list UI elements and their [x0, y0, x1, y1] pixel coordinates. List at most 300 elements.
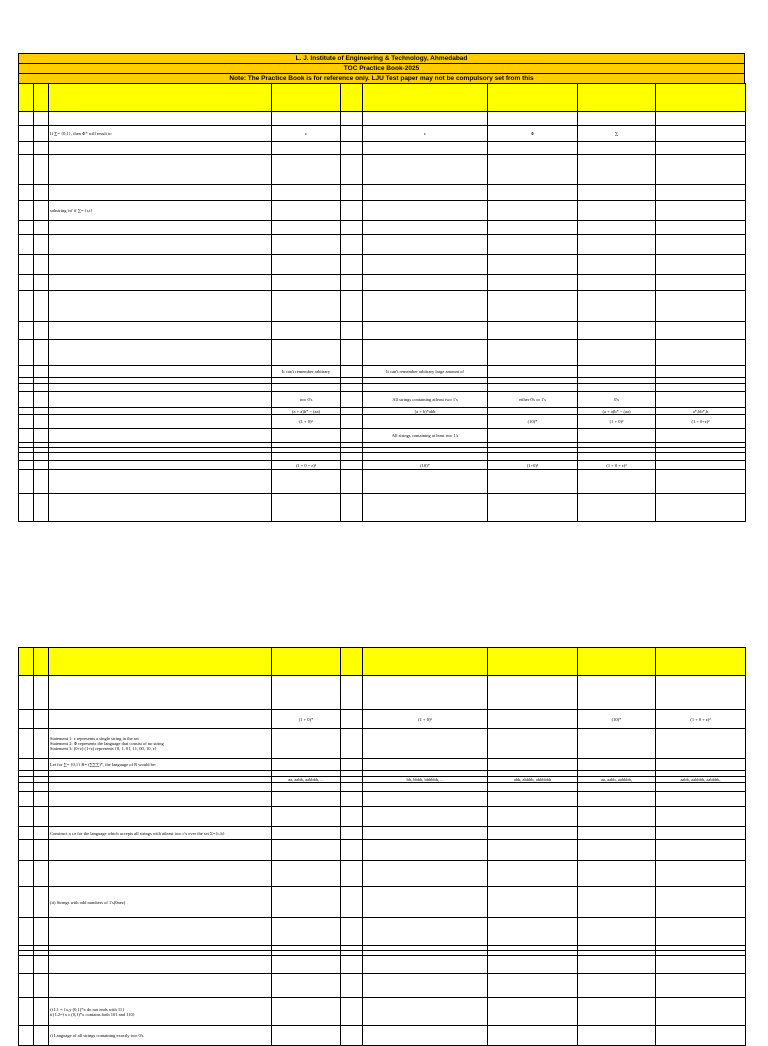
cell-q [49, 408, 272, 415]
option-d [578, 792, 656, 807]
cell-q [49, 840, 272, 861]
option-a: It can't remember arbitrary [272, 366, 341, 378]
cell-gap [341, 429, 363, 443]
option-e [656, 783, 746, 792]
option-d [578, 861, 656, 887]
cell-num [19, 918, 34, 946]
table-row [19, 340, 746, 366]
option-e [656, 340, 746, 366]
cell-mark [34, 126, 49, 142]
cell-q [49, 291, 272, 322]
cell-mark [34, 470, 49, 494]
cell-q [49, 84, 272, 112]
option-b: All strings containing atleast two 1's [363, 392, 488, 408]
option-c: (10)* [488, 415, 578, 429]
option-c [488, 783, 578, 792]
option-d [578, 956, 656, 974]
option-a [272, 1026, 341, 1046]
option-d [578, 291, 656, 322]
cell-num [19, 1026, 34, 1046]
cell-q [49, 783, 272, 792]
cell-num [19, 366, 34, 378]
option-a [272, 84, 341, 112]
option-a [272, 974, 341, 998]
cell-num [19, 408, 34, 415]
header-row [19, 648, 746, 676]
cell-q [49, 185, 272, 201]
question-line: Statement 2: Φ represents the language that consist of no string [50, 741, 164, 746]
option-b [363, 974, 488, 998]
option-d [578, 201, 656, 221]
cell-q [49, 461, 272, 470]
option-d [578, 429, 656, 443]
option-c [488, 112, 578, 126]
option-e [656, 648, 746, 676]
cell-mark [34, 112, 49, 126]
option-b [363, 142, 488, 155]
option-a [272, 201, 341, 221]
option-d [578, 155, 656, 185]
option-e [656, 792, 746, 807]
cell-gap [341, 255, 363, 275]
option-b [363, 956, 488, 974]
option-d [578, 384, 656, 392]
cell-gap [341, 142, 363, 155]
cell-num [19, 255, 34, 275]
option-a [272, 275, 341, 291]
cell-mark [34, 255, 49, 275]
option-c [488, 84, 578, 112]
option-d [578, 366, 656, 378]
cell-q [49, 429, 272, 443]
cell-mark [34, 392, 49, 408]
institute-title: L. J. Institute of Engineering & Technology, Ahmedabad [18, 53, 745, 63]
option-e [656, 322, 746, 340]
option-a [272, 142, 341, 155]
cell-mark [34, 291, 49, 322]
cell-q [49, 366, 272, 378]
cell-num [19, 783, 34, 792]
book-title: TOC Practice Book-2025 [18, 63, 745, 73]
option-a [272, 255, 341, 275]
cell-num [19, 185, 34, 201]
cell-num [19, 494, 34, 522]
cell-q [49, 998, 272, 1026]
cell-gap [341, 235, 363, 255]
cell-gap [341, 366, 363, 378]
option-c [488, 759, 578, 771]
option-c [488, 366, 578, 378]
cell-q [49, 255, 272, 275]
option-e [656, 494, 746, 522]
option-c [488, 221, 578, 235]
option-c [488, 998, 578, 1026]
table-row [19, 275, 746, 291]
option-e: (1 + 0 + ε)² [656, 710, 746, 729]
option-e [656, 84, 746, 112]
option-a [272, 807, 341, 827]
cell-gap [341, 998, 363, 1026]
option-c [488, 453, 578, 461]
cell-mark [34, 221, 49, 235]
table-row [19, 235, 746, 255]
table-row [19, 126, 746, 142]
option-b [363, 84, 488, 112]
cell-mark [34, 275, 49, 291]
table-row [19, 918, 746, 946]
cell-num [19, 827, 34, 840]
option-e [656, 126, 746, 142]
table-row [19, 1026, 746, 1046]
cell-gap [341, 759, 363, 771]
option-a [272, 235, 341, 255]
cell-gap [341, 155, 363, 185]
cell-num [19, 998, 34, 1026]
cell-q [49, 142, 272, 155]
cell-mark [34, 648, 49, 676]
option-e [656, 807, 746, 827]
cell-num [19, 392, 34, 408]
option-a [272, 112, 341, 126]
cell-gap [341, 887, 363, 918]
table-row [19, 792, 746, 807]
option-b [363, 729, 488, 759]
cell-mark [34, 792, 49, 807]
cell-gap [341, 340, 363, 366]
option-c [488, 494, 578, 522]
option-d [578, 783, 656, 792]
table-row [19, 676, 746, 710]
option-b [363, 861, 488, 887]
option-c [488, 792, 578, 807]
option-c [488, 235, 578, 255]
option-b: (10)* [363, 461, 488, 470]
option-b [363, 783, 488, 792]
cell-num [19, 415, 34, 429]
cell-q [49, 861, 272, 887]
table-row [19, 887, 746, 918]
option-e [656, 827, 746, 840]
cell-gap [341, 201, 363, 221]
option-c [488, 201, 578, 221]
cell-mark [34, 861, 49, 887]
option-c [488, 807, 578, 827]
cell-mark [34, 827, 49, 840]
cell-num [19, 112, 34, 126]
table-row [19, 384, 746, 392]
table-row [19, 291, 746, 322]
option-b [363, 648, 488, 676]
cell-mark [34, 676, 49, 710]
practice-sheet-top [18, 53, 745, 522]
option-d [578, 887, 656, 918]
question-line: Statement 3: (0+ε) (1+ε) represents {0, 1, 01, 11, 00, 10, ε} [50, 746, 157, 751]
cell-mark [34, 783, 49, 792]
cell-mark [34, 759, 49, 771]
cell-num [19, 887, 34, 918]
option-a: two 0's [272, 392, 341, 408]
table-row [19, 221, 746, 235]
option-c [488, 291, 578, 322]
table-row [19, 807, 746, 827]
option-d [578, 729, 656, 759]
option-e [656, 221, 746, 235]
cell-num [19, 322, 34, 340]
question-line: ii) L2={x ε (0,1)*x contains both 101 and 110} [50, 1011, 135, 1017]
option-c [488, 384, 578, 392]
option-b: All strings containing at least two 1's [363, 429, 488, 443]
cell-num [19, 648, 34, 676]
cell-mark [34, 840, 49, 861]
option-a [272, 887, 341, 918]
cell-q: Construct a r.e for the language which accepts all strings with atleast two c's over the set Σ={c,b} [49, 827, 272, 840]
option-c [488, 710, 578, 729]
option-c [488, 648, 578, 676]
option-b: bb, bbbb, bbbbbb, ... [363, 777, 488, 783]
question-line: Statement 1: ε represents a single string in the set [50, 736, 139, 741]
option-c [488, 827, 578, 840]
cell-gap [341, 453, 363, 461]
cell-num [19, 429, 34, 443]
cell-num [19, 142, 34, 155]
cell-gap [341, 126, 363, 142]
cell-q [49, 453, 272, 461]
reference-note: Note: The Practice Book is for reference only. LJU Test paper may not be compulsory set from this [18, 73, 745, 83]
option-e [656, 840, 746, 861]
option-d [578, 998, 656, 1026]
question-table-1 [18, 83, 746, 522]
cell-q [49, 918, 272, 946]
cell-mark [34, 185, 49, 201]
cell-q [49, 340, 272, 366]
cell-q [49, 112, 272, 126]
option-a: (1 + 0 + ε)² [272, 461, 341, 470]
option-a: ε [272, 126, 341, 142]
option-e [656, 201, 746, 221]
option-b [363, 494, 488, 522]
option-c [488, 956, 578, 974]
option-e [656, 366, 746, 378]
option-e [656, 676, 746, 710]
option-d [578, 185, 656, 201]
option-c [488, 255, 578, 275]
cell-num [19, 235, 34, 255]
option-b [363, 201, 488, 221]
cell-q [49, 275, 272, 291]
option-c [488, 429, 578, 443]
option-a [272, 494, 341, 522]
cell-q [49, 322, 272, 340]
option-d [578, 255, 656, 275]
cell-mark [34, 807, 49, 827]
option-e: aabb, aabbbb, aabbbb, [656, 777, 746, 783]
option-b [363, 185, 488, 201]
option-e [656, 429, 746, 443]
question-line: i) L1 = {x,y (0,1)*x do not ends with 11} [50, 1006, 125, 1012]
cell-q [49, 956, 272, 974]
option-a: (1 + 0)* [272, 710, 341, 729]
option-c [488, 470, 578, 494]
option-b [363, 918, 488, 946]
option-b [363, 792, 488, 807]
option-a [272, 840, 341, 861]
cell-q: Let for ∑= {0,1} R= (∑∑∑)*, the language of R would be: [49, 759, 272, 771]
cell-mark [34, 155, 49, 185]
option-d [578, 142, 656, 155]
header-row [19, 84, 746, 112]
option-c [488, 340, 578, 366]
option-c [488, 918, 578, 946]
option-c [488, 861, 578, 887]
option-d [578, 112, 656, 126]
table-row [19, 366, 746, 378]
option-c [488, 275, 578, 291]
cell-gap [341, 974, 363, 998]
cell-num [19, 470, 34, 494]
cell-num [19, 340, 34, 366]
cell-num [19, 155, 34, 185]
option-a [272, 918, 341, 946]
cell-mark [34, 366, 49, 378]
option-e [656, 185, 746, 201]
cell-mark [34, 384, 49, 392]
option-b [363, 340, 488, 366]
option-d [578, 221, 656, 235]
cell-q [49, 470, 272, 494]
option-b [363, 255, 488, 275]
cell-gap [341, 112, 363, 126]
cell-mark [34, 998, 49, 1026]
table-row [19, 470, 746, 494]
cell-num [19, 453, 34, 461]
cell-num [19, 840, 34, 861]
cell-q [49, 710, 272, 729]
cell-q [49, 676, 272, 710]
option-e [656, 255, 746, 275]
option-b [363, 840, 488, 861]
cell-q [49, 494, 272, 522]
cell-num [19, 729, 34, 759]
option-e [656, 729, 746, 759]
option-b [363, 275, 488, 291]
cell-mark [34, 84, 49, 112]
cell-num [19, 384, 34, 392]
cell-mark [34, 974, 49, 998]
cell-num [19, 974, 34, 998]
option-b [363, 676, 488, 710]
cell-mark [34, 887, 49, 918]
table-row [19, 392, 746, 408]
option-c [488, 887, 578, 918]
cell-gap [341, 470, 363, 494]
table-row [19, 840, 746, 861]
option-c [488, 840, 578, 861]
cell-num [19, 291, 34, 322]
option-b [363, 453, 488, 461]
option-d [578, 918, 656, 946]
cell-q [49, 415, 272, 429]
cell-gap [341, 408, 363, 415]
cell-num [19, 710, 34, 729]
cell-mark [34, 142, 49, 155]
table-row [19, 827, 746, 840]
option-c [488, 1026, 578, 1046]
option-e [656, 918, 746, 946]
cell-mark [34, 322, 49, 340]
option-a: (1 + 0)² [272, 415, 341, 429]
cell-gap [341, 648, 363, 676]
option-d [578, 759, 656, 771]
cell-q [49, 807, 272, 827]
table-row [19, 759, 746, 771]
option-a [272, 185, 341, 201]
option-a [272, 429, 341, 443]
option-d [578, 322, 656, 340]
table-row [19, 322, 746, 340]
option-e [656, 142, 746, 155]
option-d [578, 974, 656, 998]
cell-num [19, 126, 34, 142]
cell-mark [34, 340, 49, 366]
cell-q: (ii) Strings with odd numbers of 1's(0nez) [49, 887, 272, 918]
option-d [578, 84, 656, 112]
cell-mark [34, 956, 49, 974]
table-row [19, 494, 746, 522]
question-table-2 [18, 647, 746, 1046]
table-row [19, 415, 746, 429]
cell-num [19, 792, 34, 807]
cell-mark [34, 729, 49, 759]
option-c [488, 142, 578, 155]
option-e [656, 384, 746, 392]
option-d [578, 807, 656, 827]
table-row [19, 408, 746, 415]
option-b [363, 415, 488, 429]
table-row [19, 783, 746, 792]
option-e [656, 861, 746, 887]
option-b: It can't remember arbitrary large amount of [363, 366, 488, 378]
cell-gap [341, 676, 363, 710]
option-c [488, 185, 578, 201]
cell-q [49, 235, 272, 255]
option-e [656, 759, 746, 771]
option-d [578, 676, 656, 710]
option-e [656, 392, 746, 408]
cell-num [19, 861, 34, 887]
option-b [363, 807, 488, 827]
cell-q [49, 221, 272, 235]
option-e: a*,bb*,b [656, 408, 746, 415]
option-a [272, 956, 341, 974]
option-e [656, 453, 746, 461]
option-d [578, 840, 656, 861]
option-e: (1 + 0+ε)² [656, 415, 746, 429]
cell-gap [341, 221, 363, 235]
cell-num [19, 461, 34, 470]
option-d [578, 275, 656, 291]
cell-mark [34, 494, 49, 522]
table-row [19, 710, 746, 729]
option-a [272, 861, 341, 887]
cell-q: i) Language of all strings containing exactly two 0's. [49, 1026, 272, 1046]
cell-num [19, 956, 34, 974]
option-b [363, 470, 488, 494]
cell-num [19, 84, 34, 112]
option-b [363, 827, 488, 840]
option-a [272, 470, 341, 494]
option-b [363, 291, 488, 322]
option-d: (10)* [578, 710, 656, 729]
